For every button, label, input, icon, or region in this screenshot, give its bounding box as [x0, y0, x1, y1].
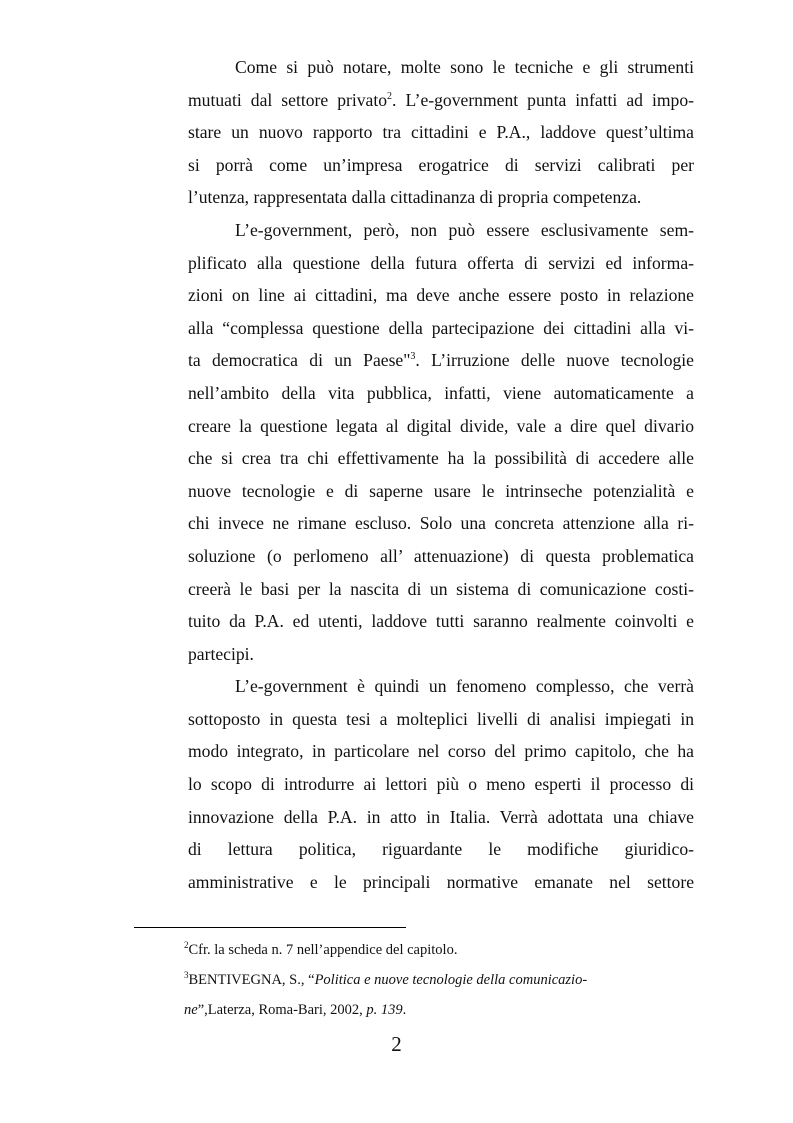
text-line-content: sottoposto in questa tesi a molteplici livelli di analisi impiegati in	[188, 708, 694, 729]
text-line	[188, 344, 694, 377]
text-line	[188, 442, 694, 475]
text-line-content: mutuati dal settore privato	[188, 89, 388, 110]
text-line-continuation: . L’e-government punta infatti ad impo-	[392, 89, 694, 110]
text-line-content: chi invece ne rimane escluso. Solo una concreta attenzione alla ri-	[188, 513, 694, 534]
text-line-content: creare la questione legata al digital divide, vale a dire quel divario	[188, 415, 694, 436]
footnote-2-marker: 2	[184, 940, 189, 951]
text-line	[188, 51, 694, 84]
text-line	[188, 540, 694, 573]
body-text	[188, 51, 694, 898]
text-line	[188, 247, 694, 280]
footnote-3-publisher: ”,Laterza, Roma-Bari, 2002,	[197, 1002, 367, 1018]
footnote-3-end: .	[402, 1002, 407, 1018]
text-line-content: Come si può notare, molte sono le tecniche e gli strumenti	[235, 57, 694, 77]
footnote-3-title-end: ne	[184, 1002, 198, 1018]
text-line-content: L’e-government è quindi un fenomeno complesso, che verrà	[235, 676, 694, 697]
footnote-reference: 3	[410, 351, 416, 363]
text-line-content: alla “complessa questione della partecipazione dei cittadini alla vi-	[188, 317, 694, 338]
text-line	[188, 833, 694, 866]
footnote-3-continued	[184, 995, 704, 1025]
text-line-continuation: . L’irruzione delle nuove tecnologie	[415, 350, 694, 371]
footnote-2-text: Cfr. la scheda n. 7 nell’appendice del capitolo.	[188, 942, 458, 958]
footnotes	[184, 935, 704, 1025]
text-line	[188, 377, 694, 410]
text-line-content: lo scopo di introdurre ai lettori più o meno esperti il processo di	[188, 774, 694, 795]
text-line	[188, 768, 694, 801]
text-line	[188, 410, 694, 443]
text-line-content: di lettura politica, riguardante le modifiche giuridico-	[188, 839, 694, 860]
text-line-content: che si crea tra chi effettivamente ha la possibilità di accedere alle	[188, 448, 694, 469]
text-line	[188, 149, 694, 182]
text-line-content: modo integrato, in particolare nel corso del primo capitolo, che ha	[188, 741, 694, 762]
text-line	[188, 475, 694, 508]
text-line	[188, 573, 694, 606]
footnote-3	[184, 965, 704, 995]
text-line	[188, 84, 694, 117]
text-line-content: innovazione della P.A. in atto in Italia. Verrà adottata una chiave	[188, 806, 694, 827]
text-line	[188, 507, 694, 540]
text-line	[188, 638, 694, 671]
text-line-content: tuito da P.A. ed utenti, laddove tutti saranno realmente coinvolti e	[188, 611, 694, 632]
text-line-content: creerà le basi per la nascita di un sistema di comunicazione costi-	[188, 578, 694, 599]
text-line-content: l’utenza, rappresentata dalla cittadinanza di propria competenza.	[188, 187, 642, 208]
footnote-3-title: Politica e nuove tecnologie della comunicazio-	[314, 972, 588, 988]
text-line	[188, 866, 694, 899]
text-line	[188, 214, 694, 247]
text-line-content: partecipi.	[188, 643, 254, 664]
text-line	[188, 279, 694, 312]
text-line-content: zioni on line ai cittadini, ma deve anche essere posto in relazione	[188, 285, 694, 306]
text-line-content: si porrà come un’impresa erogatrice di servizi calibrati per	[188, 154, 694, 175]
text-line-content: soluzione (o perlomeno all’ attenuazione) di questa problematica	[188, 545, 694, 566]
text-line-content: ta democratica di un Paese"	[188, 350, 411, 371]
text-line	[188, 605, 694, 638]
footnote-separator	[134, 927, 406, 928]
text-line	[188, 703, 694, 736]
text-line	[188, 735, 694, 768]
text-line-content: nuove tecnologie e di saperne usare le intrinseche potenzialità e	[188, 480, 694, 501]
text-line	[188, 116, 694, 149]
text-line	[188, 181, 694, 214]
footnote-3-marker: 3	[184, 970, 189, 981]
footnote-reference: 2	[387, 90, 393, 102]
footnote-3-page: p. 139	[366, 1002, 403, 1018]
text-line	[188, 312, 694, 345]
text-line-content: L’e-government, però, non può essere esclusivamente sem-	[235, 219, 694, 240]
text-line	[188, 670, 694, 703]
footnote-3-author: BENTIVEGNA, S., “	[188, 972, 315, 988]
text-line-content: amministrative e le principali normative emanate nel settore	[188, 871, 694, 892]
text-line-content: plificato alla questione della futura offerta di servizi ed informa-	[188, 252, 694, 273]
footnote-2	[184, 935, 704, 965]
text-line-content: nell’ambito della vita pubblica, infatti, viene automaticamente a	[188, 382, 694, 403]
text-line	[188, 801, 694, 834]
text-line-content: stare un nuovo rapporto tra cittadini e P.A., laddove quest’ultima	[188, 122, 694, 143]
page-number: 2	[391, 1032, 402, 1056]
